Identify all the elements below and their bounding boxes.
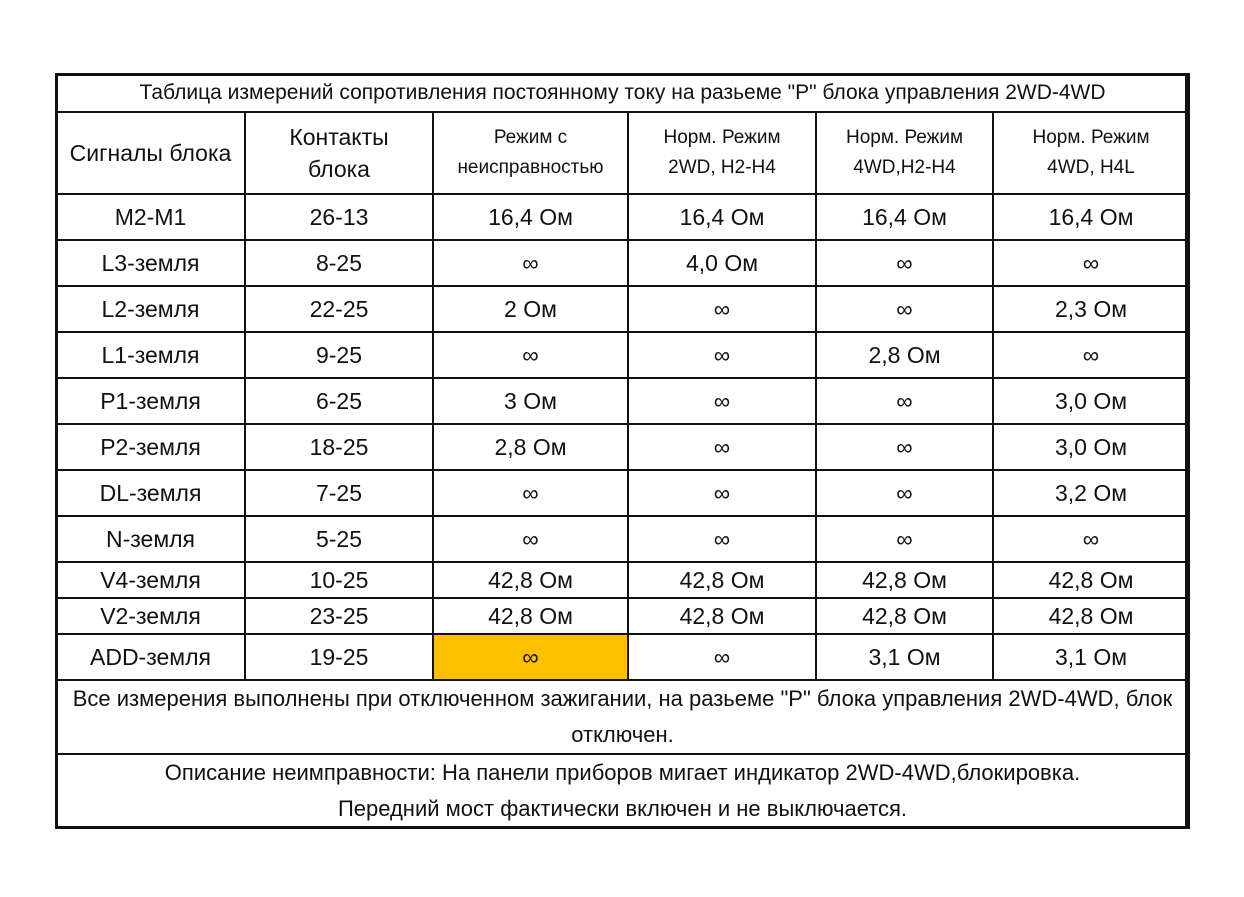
cell-fault-mode: 2 Ом bbox=[433, 286, 628, 332]
cell-signal: L2-земля bbox=[56, 286, 245, 332]
cell-contacts: 6-25 bbox=[245, 378, 433, 424]
cell-fault-mode: 3 Ом bbox=[433, 378, 628, 424]
cell-normal-4wd-h4l: 3,0 Ом bbox=[993, 424, 1189, 470]
cell-signal: ADD-земля bbox=[56, 634, 245, 680]
cell-signal: V4-земля bbox=[56, 562, 245, 598]
cell-normal-4wd-h4l: ∞ bbox=[993, 332, 1189, 378]
cell-contacts: 26-13 bbox=[245, 194, 433, 240]
cell-normal-4wd-h2h4: ∞ bbox=[816, 240, 993, 286]
cell-signal: V2-земля bbox=[56, 598, 245, 634]
cell-normal-4wd-h2h4: 42,8 Ом bbox=[816, 562, 993, 598]
header-normal-2wd: Норм. Режим 2WD, H2-H4 bbox=[628, 112, 816, 194]
header-normal-4wd-h2h4: Норм. Режим 4WD,H2-H4 bbox=[816, 112, 993, 194]
cell-normal-4wd-h4l: 3,1 Ом bbox=[993, 634, 1189, 680]
table-row bbox=[56, 634, 1189, 680]
cell-fault-mode: 42,8 Ом bbox=[433, 598, 628, 634]
cell-normal-4wd-h2h4: ∞ bbox=[816, 378, 993, 424]
cell-normal-2wd: 42,8 Ом bbox=[628, 598, 816, 634]
table-title: Таблица измерений сопротивления постоянному току на разьеме "P" блока управления 2WD-4WD bbox=[56, 74, 1189, 112]
table-row bbox=[56, 424, 1189, 470]
cell-contacts: 18-25 bbox=[245, 424, 433, 470]
cell-contacts: 7-25 bbox=[245, 470, 433, 516]
header-signals: Сигналы блока bbox=[56, 112, 245, 194]
cell-normal-4wd-h4l: ∞ bbox=[993, 516, 1189, 562]
cell-signal: P1-земля bbox=[56, 378, 245, 424]
cell-signal: N-земля bbox=[56, 516, 245, 562]
cell-fault-mode: ∞ bbox=[433, 240, 628, 286]
cell-normal-4wd-h2h4: ∞ bbox=[816, 286, 993, 332]
header-normal-4wd-h4l: Норм. Режим 4WD, H4L bbox=[993, 112, 1189, 194]
table-row bbox=[56, 562, 1189, 598]
table-row bbox=[56, 598, 1189, 634]
fault-description-row bbox=[56, 754, 1189, 828]
cell-fault-mode: ∞ bbox=[433, 332, 628, 378]
cell-fault-mode: 42,8 Ом bbox=[433, 562, 628, 598]
cell-normal-2wd: ∞ bbox=[628, 378, 816, 424]
cell-signal: M2-M1 bbox=[56, 194, 245, 240]
header-row bbox=[56, 112, 1189, 194]
cell-contacts: 19-25 bbox=[245, 634, 433, 680]
cell-normal-4wd-h2h4: 3,1 Ом bbox=[816, 634, 993, 680]
cell-normal-2wd: ∞ bbox=[628, 424, 816, 470]
table-row bbox=[56, 378, 1189, 424]
cell-fault-mode: 16,4 Ом bbox=[433, 194, 628, 240]
cell-contacts: 22-25 bbox=[245, 286, 433, 332]
cell-fault-mode: 2,8 Ом bbox=[433, 424, 628, 470]
cell-normal-2wd: ∞ bbox=[628, 286, 816, 332]
cell-normal-4wd-h4l: 42,8 Ом bbox=[993, 562, 1189, 598]
cell-normal-2wd: ∞ bbox=[628, 634, 816, 680]
table-title-row bbox=[56, 74, 1189, 112]
note-row bbox=[56, 680, 1189, 754]
cell-normal-2wd: ∞ bbox=[628, 516, 816, 562]
cell-signal: P2-земля bbox=[56, 424, 245, 470]
table-row bbox=[56, 286, 1189, 332]
cell-normal-4wd-h4l: 42,8 Ом bbox=[993, 598, 1189, 634]
cell-contacts: 8-25 bbox=[245, 240, 433, 286]
cell-contacts: 23-25 bbox=[245, 598, 433, 634]
cell-normal-2wd: 4,0 Ом bbox=[628, 240, 816, 286]
cell-normal-4wd-h4l: 16,4 Ом bbox=[993, 194, 1189, 240]
header-fault-mode: Режим с неисправностью bbox=[433, 112, 628, 194]
resistance-table bbox=[55, 73, 1190, 829]
cell-signal: L3-земля bbox=[56, 240, 245, 286]
cell-contacts: 10-25 bbox=[245, 562, 433, 598]
cell-normal-4wd-h4l: 3,0 Ом bbox=[993, 378, 1189, 424]
cell-normal-4wd-h2h4: 42,8 Ом bbox=[816, 598, 993, 634]
table-row bbox=[56, 240, 1189, 286]
cell-normal-4wd-h2h4: 16,4 Ом bbox=[816, 194, 993, 240]
cell-contacts: 5-25 bbox=[245, 516, 433, 562]
cell-signal: DL-земля bbox=[56, 470, 245, 516]
fault-description: Описание неимправности: На панели приборов мигает индикатор 2WD-4WD,блокировка. Передний мост фактически включен и не выключается. bbox=[56, 754, 1189, 828]
measurement-note: Все измерения выполнены при отключенном зажигании, на разьеме "P" блока управления 2WD-4WD, блок отключен. bbox=[56, 680, 1189, 754]
cell-normal-2wd: ∞ bbox=[628, 470, 816, 516]
cell-contacts: 9-25 bbox=[245, 332, 433, 378]
cell-fault-mode: ∞ bbox=[433, 516, 628, 562]
cell-normal-4wd-h2h4: ∞ bbox=[816, 516, 993, 562]
header-contacts: Контакты блока bbox=[245, 112, 433, 194]
cell-normal-4wd-h2h4: 2,8 Ом bbox=[816, 332, 993, 378]
cell-signal: L1-земля bbox=[56, 332, 245, 378]
cell-normal-2wd: 42,8 Ом bbox=[628, 562, 816, 598]
table-row bbox=[56, 332, 1189, 378]
cell-normal-2wd: ∞ bbox=[628, 332, 816, 378]
table-row bbox=[56, 470, 1189, 516]
measurement-document bbox=[55, 73, 1188, 829]
cell-fault-mode: ∞ bbox=[433, 470, 628, 516]
cell-normal-4wd-h4l: ∞ bbox=[993, 240, 1189, 286]
table-row bbox=[56, 516, 1189, 562]
cell-fault-mode-highlighted: ∞ bbox=[433, 634, 628, 680]
cell-normal-4wd-h4l: 2,3 Ом bbox=[993, 286, 1189, 332]
table-row bbox=[56, 194, 1189, 240]
cell-normal-4wd-h4l: 3,2 Ом bbox=[993, 470, 1189, 516]
cell-normal-4wd-h2h4: ∞ bbox=[816, 470, 993, 516]
cell-normal-4wd-h2h4: ∞ bbox=[816, 424, 993, 470]
cell-normal-2wd: 16,4 Ом bbox=[628, 194, 816, 240]
